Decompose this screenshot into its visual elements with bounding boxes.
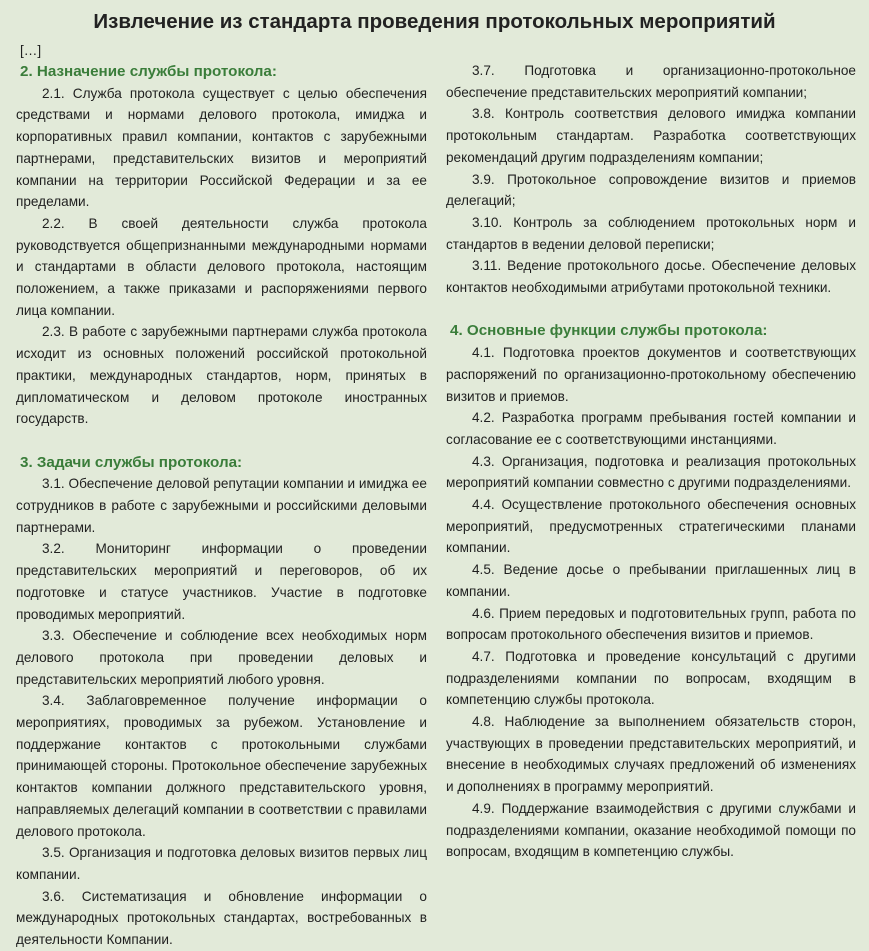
- paragraph-3-11: 3.11. Ведение протокольного досье. Обеспечение деловых контактов необходимыми атрибутами протокольной техники.: [446, 258, 856, 296]
- paragraph-3-1: 3.1. Обеспечение деловой репутации компании и имиджа ее сотрудников в работе с зарубежными и российскими деловыми партнерами.: [16, 476, 427, 535]
- paragraph-3-8: 3.8. Контроль соответствия делового имиджа компании протокольным стандартам. Разработка соответствующих рекомендаций другим подразделениям компании;: [446, 106, 856, 165]
- paragraph-3-10: 3.10. Контроль за соблюдением протокольных норм и стандартов в ведении деловой переписки;: [446, 214, 856, 252]
- section-gap: [16, 430, 427, 452]
- paragraph-4-1: 4.1. Подготовка проектов документов и соответствующих распоряжений по организационно-протокольному обеспечению визитов и приемов.: [446, 345, 856, 404]
- paragraph-4-2: 4.2. Разработка программ пребывания гостей компании и согласование ее с соответствующими инстанциями.: [446, 410, 856, 447]
- ellipsis-marker: […]: [20, 43, 42, 58]
- paragraph-3-2: 3.2. Мониторинг информации о проведении представительских мероприятий и переговоров, об их подготовке и статусе участников. Участие в подготовке проводимых мероприятий.: [16, 541, 427, 622]
- paragraph-4-9: 4.9. Поддержание взаимодействия с другими службами и подразделениями компании, оказание необходимой помощи по вопросам, входящим в компетенцию службы.: [446, 800, 856, 860]
- right-column: [446, 60, 856, 863]
- paragraph-3-5: 3.5. Организация и подготовка деловых визитов первых лиц компании.: [16, 845, 427, 882]
- paragraph-4-6: 4.6. Прием передовых и подготовительных групп, работа по вопросам протокольного обеспечения визитов и приемов.: [446, 605, 856, 643]
- left-column: [16, 40, 427, 951]
- paragraph-3-4: 3.4. Заблаговременное получение информации о мероприятиях, проводимых за рубежом. Установление и поддержание контактов с протокольными службами принимающей стороны. Протокольное обеспечение зарубежных контактов компании должного представительского уровня, направляемых делегаций компании в соответствии с правилами делового протокола.: [16, 693, 427, 839]
- paragraph-3-7: 3.7. Подготовка и организационно-протокольное обеспечение представительских мероприятий компании;: [446, 63, 856, 100]
- paragraph-4-7: 4.7. Подготовка и проведение консультаций с другими подразделениями компании по вопросам, входящим в компетенцию службы протокола.: [446, 648, 856, 708]
- document-title: Извлечение из стандарта проведения протокольных мероприятий: [93, 10, 776, 33]
- paragraph-2-1: 2.1. Служба протокола существует с целью обеспечения средствами и нормами делового протокола, имиджа и корпоративных правил компании, контактов с зарубежными партнерами, представительских визитов и мероприятий компании на территории Российской Федерации и за ее пределами.: [16, 85, 427, 210]
- section-3-heading: 3. Задачи службы протокола:: [20, 453, 243, 471]
- paragraph-2-2: 2.2. В своей деятельности служба протокола руководствуется общепризнанными международными нормами и стандартами в области делового протокола, настоящим положением, а также приказами и распоряжениями первого лица компании.: [16, 215, 427, 318]
- section-2-heading: 2. Назначение службы протокола:: [20, 63, 277, 80]
- paragraph-4-8: 4.8. Наблюдение за выполнением обязательств сторон, участвующих в проведении представительских мероприятий, и внесение в необходимых случаях предложений об изменениях и дополнениях в программу мероприятий.: [446, 714, 856, 795]
- paragraph-4-5: 4.5. Ведение досье о пребывании приглашенных лиц в компании.: [446, 562, 856, 599]
- paragraph-3-9: 3.9. Протокольное сопровождение визитов и приемов делегаций;: [446, 171, 856, 209]
- section-gap: [446, 299, 856, 321]
- paragraph-4-3: 4.3. Организация, подготовка и реализация протокольных мероприятий компании совместно с другими подразделениями.: [446, 453, 856, 491]
- paragraph-4-4: 4.4. Осуществление протокольного обеспечения основных мероприятий, предусмотренных стратегическими планами компании.: [446, 497, 856, 556]
- paragraph-2-3: 2.3. В работе с зарубежными партнерами служба протокола исходит из основных положений российской протокольной практики, международных стандартов, норм, принятых в дипломатическом и деловом протоколе иностранных государств.: [16, 324, 427, 427]
- paragraph-3-6: 3.6. Систематизация и обновление информации о международных протокольных стандартах, востребованных в деятельности Компании.: [16, 888, 427, 948]
- paragraph-3-3: 3.3. Обеспечение и соблюдение всех необходимых норм делового протокола при проведении деловых и представительских мероприятий любого уровня.: [16, 628, 427, 687]
- section-4-heading: 4. Основные функции службы протокола:: [450, 322, 768, 340]
